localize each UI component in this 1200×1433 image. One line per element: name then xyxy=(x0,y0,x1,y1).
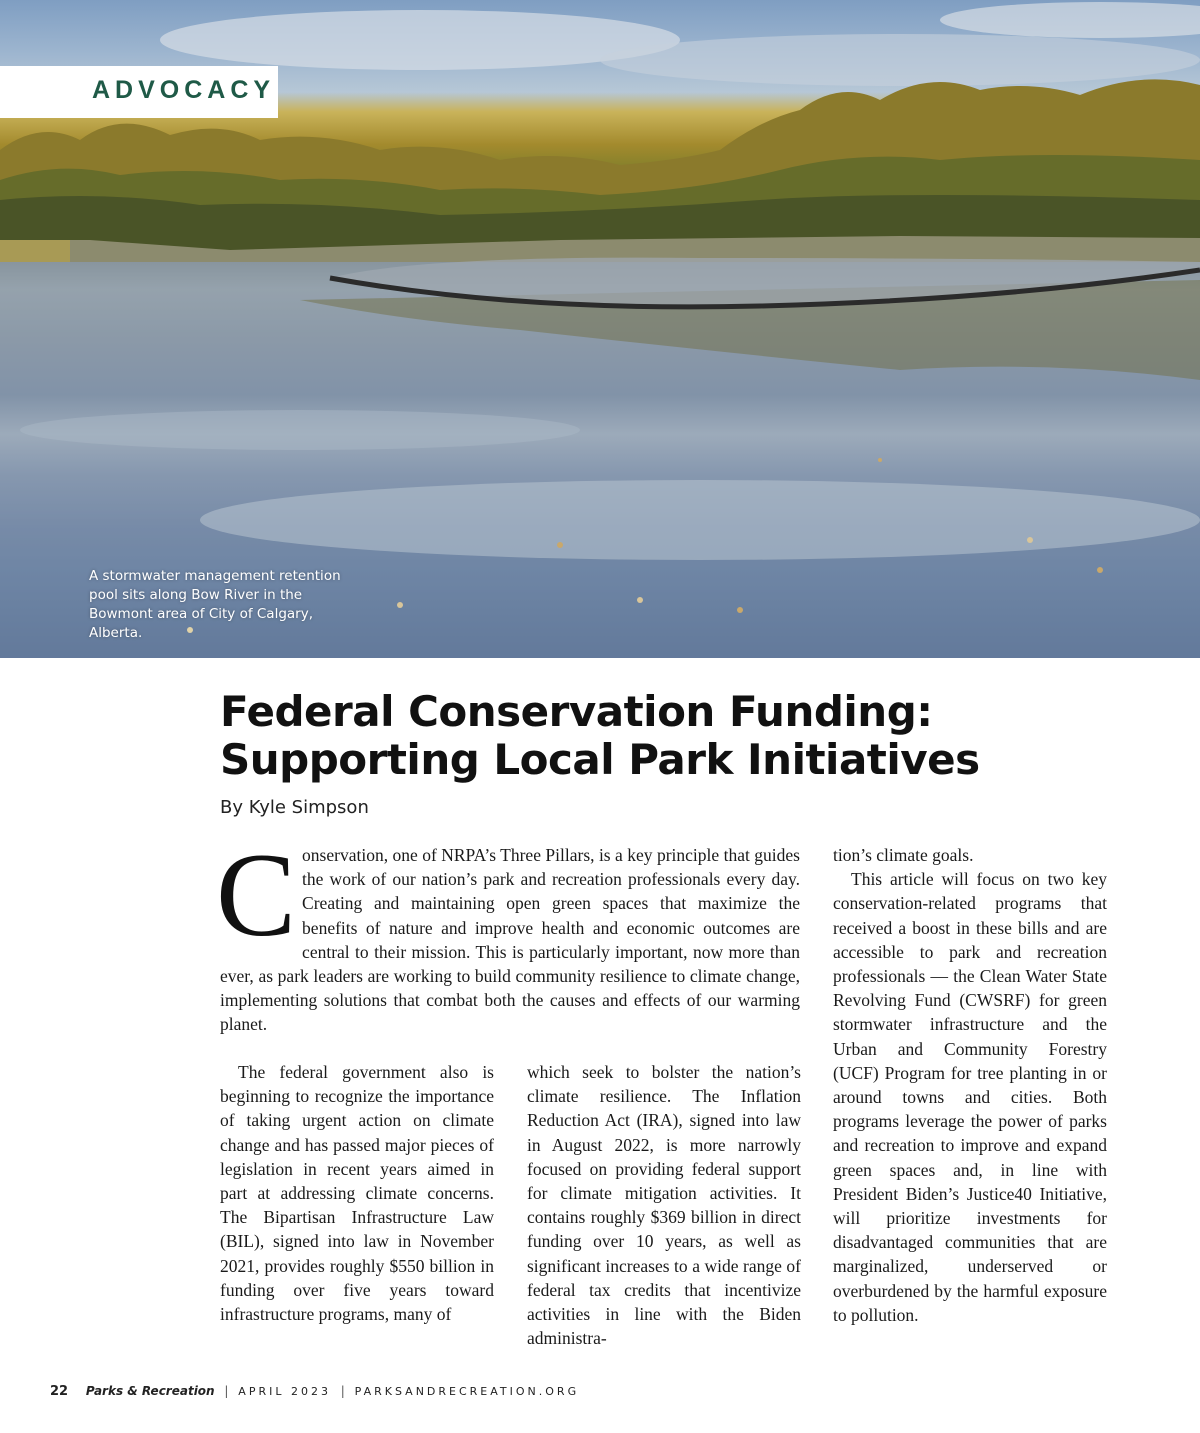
photo-caption: A stormwater management retention pool sits along Bow River in the Bowmont area of City of Calgary, Alberta. xyxy=(89,568,341,641)
issue-date: APRIL 2023 xyxy=(238,1385,331,1398)
intro-paragraph xyxy=(216,828,800,1037)
page-number: 22 xyxy=(50,1384,69,1399)
article-byline: By Kyle Simpson xyxy=(220,797,369,818)
column-3-continuation: tion’s climate goals. xyxy=(833,845,974,865)
footer-separator: | xyxy=(224,1384,229,1398)
article-title: Federal Conservation Funding: Supporting Local Park Initiatives xyxy=(220,687,980,784)
body-column-2: which seek to bolster the nation’s climate resilience. The Inflation Reduction Act (IRA), signed into law in August 2022, is more narrowly focused on providing federal support for climate mitigation activities. It contains roughly $369 billion in direct funding over 10 years, as well as significant increases to a wide range of federal tax credits that incentivize activities in line with the Biden administra- xyxy=(527,1062,801,1349)
website-link[interactable]: PARKSANDRECREATION.ORG xyxy=(354,1385,580,1398)
footer-separator: | xyxy=(340,1384,345,1398)
body-column-1: The federal government also is beginning to recognize the importance of taking urgent action on climate change and has passed major pieces of legislation in recent years aimed in part at addressing climate concerns. The Bipartisan Infrastructure Law (BIL), signed into law in November 2021, provides roughly $550 billion in funding over five years toward infrastructure programs, many of xyxy=(220,1062,494,1325)
section-tag: ADVOCACY xyxy=(92,76,276,104)
intro-text: onservation, one of NRPA’s Three Pillars, is a key principle that guides the work of our nation’s park and recreation professionals every day. Creating and maintaining open green spaces that maximize the benefits of nature and improve health and economic outcomes are central to their mission. This is particularly important, now more than ever, as park leaders are working to build community resilience to climate change, implementing solutions that combat both the causes and effects of our warming planet. xyxy=(220,845,800,1035)
column-3-paragraph: This article will focus on two key conservation-related programs that received a boost in these bills and are accessible to park and recreation professionals — the Clean Water State Revolving Fund (CWSRF) for green stormwater infrastructure and the Urban and Community Forestry (UCF) Program for tree planting in or around towns and cities. Both programs leverage the power of parks and recreation to improve and expand green spaces and, in line with President Biden’s Justice40 Initiative, will prioritize investments for disadvantaged communities that are marginalized, underserved or overburdened by the harmful exposure to pollution. xyxy=(833,869,1107,1325)
body-column-3 xyxy=(833,843,1107,1327)
page-footer xyxy=(50,1384,579,1399)
publication-name: Parks & Recreation xyxy=(85,1384,215,1398)
drop-cap: C xyxy=(216,828,297,961)
